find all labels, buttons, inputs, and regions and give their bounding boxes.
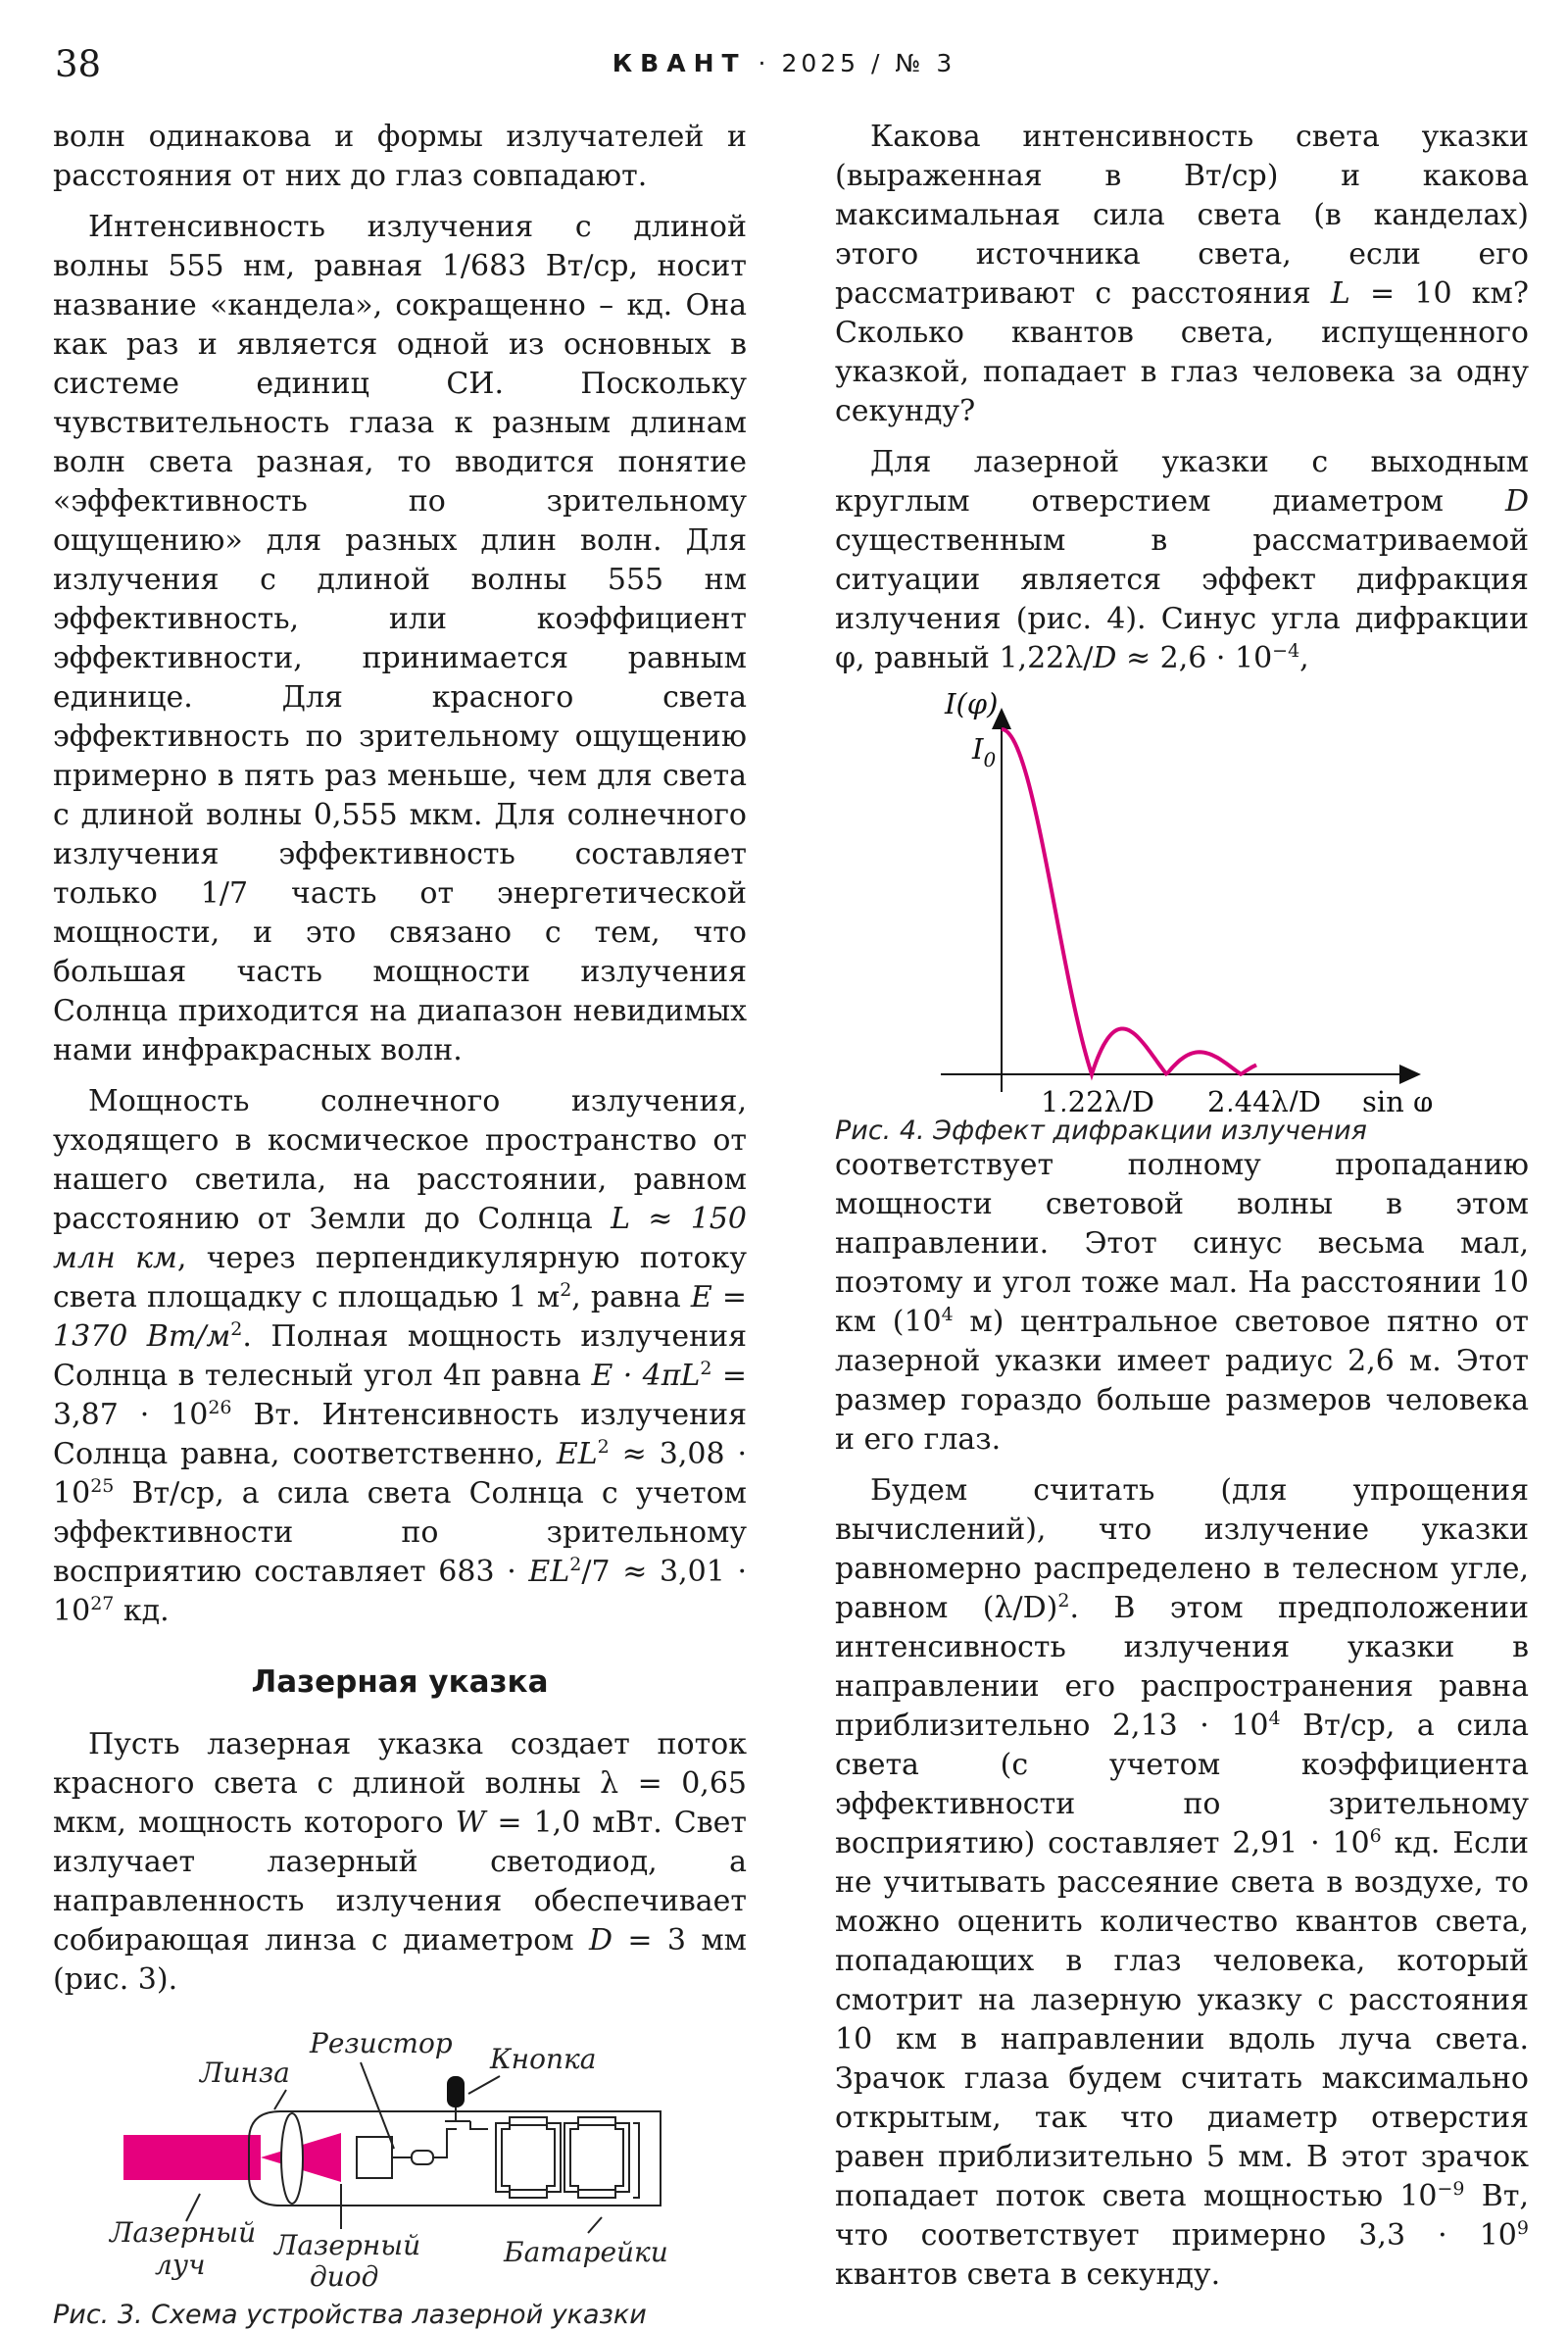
paragraph: Для лазерной указки с выходным круглым отверстием диаметром D существенным в рассматриваемой ситуации является эффект дифракция излучения (рис. 4). Синус угла дифракции φ, равный $1,22\lambda/D \approx 2,6 \cdot 10^{-4}$, (835, 445, 1529, 675)
laser-pointer-diagram (53, 2011, 747, 2296)
batteries (496, 2117, 639, 2198)
figure-4 (835, 690, 1529, 1146)
paragraph: соответствует полному пропаданию мощности световой волны в этом направлении. Этот синус весьма мал, поэтому и угол тоже мал. На расстоянии 10 км ($10^4$ м) центральное световое пятно от лазерной указки имеет радиус 2,6 м. Этот размер гораздо больше размеров человека и его глаз. (835, 1148, 1529, 1457)
issue-number: 2025 / № 3 (781, 49, 956, 77)
label-diode-1: Лазерный (274, 2229, 421, 2261)
i0-label: $I_0$ (972, 732, 997, 771)
x-axis-label: sin φ (1362, 1085, 1434, 1112)
y-axis-label: I(φ) (945, 690, 999, 720)
label-beam-1: Лазерный (110, 2216, 257, 2249)
tick-2: 2,44λ/D (1207, 1085, 1321, 1112)
label-diode-2: диод (310, 2260, 379, 2293)
section-title: Лазерная указка (251, 1664, 549, 1700)
label-batteries: Батарейки (504, 2236, 668, 2268)
figure-4-caption: Рис. 4. Эффект дифракции излучения (835, 1115, 1367, 1146)
label-button: Кнопка (490, 2043, 597, 2075)
label-lens: Линза (200, 2057, 290, 2089)
diffraction-plot (835, 690, 1529, 1112)
paragraph: Мощность солнечного излучения, уходящего в космическое пространство от нашего светила, на расстоянии, равном расстоянию от Земли до Солнца L ≈ 150 млн км, через перпендикулярную потоку света площадку с площадью 1 $м^2$, равна E = 1370 $Вт/м^2$. Полная мощность излучения Солнца в телесный угол 4π равна $E \cdot 4\pi L^2 = 3,87 \cdot 10^{26}$ Вт. Интенсивность излучения Солнца равна, соответственно, $EL^2 \approx 3,08 \cdot 10^{25}$ Вт/ср, а сила света Солнца с учетом эффективности по зрительному восприятию составляет $683 \cdot EL^2/7 \approx 3,01 \cdot 10^{27}$ кд. (53, 1084, 747, 1628)
header-separator: · (758, 49, 770, 77)
laser-beam (123, 2135, 261, 2180)
label-beam-2: луч (155, 2249, 206, 2281)
intensity-curve (1002, 729, 1256, 1074)
label-resistor: Резистор (310, 2027, 453, 2059)
page-header (0, 43, 1568, 92)
page-number: 38 (55, 43, 102, 85)
running-head (0, 49, 1568, 77)
lens-shape (281, 2113, 303, 2204)
figure-3 (53, 2011, 747, 2330)
journal-title: КВАНТ (612, 49, 747, 77)
paragraph: волн одинакова и формы излучателей и расстояния от них до глаз совпадают. (53, 120, 747, 193)
right-column (835, 118, 1529, 2306)
figure-3-caption: Рис. 3. Схема устройства лазерной указки (53, 2300, 647, 2330)
paragraph: Интенсивность излучения с длиной волны 555 нм, равная 1/683 Вт/ср, носит название «кандела», сокращенно – кд. Она как раз и является одной из основных в системе единиц СИ. Поскольку чувствительность глаза к разным длинам волн света разная, то вводится понятие «эффективность по зрительному ощущению» для разных длин волн. Для излучения с длиной волны 555 нм эффективность, или коэффициент эффективности, принимается равным единице. Для красного света эффективность по зрительному ощущению примерно в пять раз меньше, чем для света с длиной волны 0,555 мкм. Для солнечного излучения эффективность составляет только 1/7 часть от энергетической мощности, и это связано с тем, что большая часть мощности излучения Солнца приходится на диапазон невидимых нами инфракрасных волн. (53, 210, 747, 1067)
paragraph: Пусть лазерная указка создает поток красного света с длиной волны λ = 0,65 мкм, мощность которого W = 1,0 мВт. Свет излучает лазерный светодиод, а направленность излучения обеспечивает собирающая линза с диаметром D = 3 мм (рис. 3). (53, 1727, 747, 1997)
tick-1: 1,22λ/D (1041, 1085, 1154, 1112)
diode-box (357, 2137, 392, 2178)
paragraph: Какова интенсивность света указки (выраженная в Вт/ср) и какова максимальная сила света (в канделах) этого источника света, если его рассматривают с расстояния L = 10 км? Сколько квантов света, испущенного указкой, попадает в глаз человека за одну секунду? (835, 120, 1529, 428)
resistor (412, 2151, 433, 2164)
button-shape (447, 2076, 465, 2107)
left-column (53, 118, 747, 2330)
paragraph: Будем считать (для упрощения вычислений), что излучение указки равномерно распределено в телесном угле, равном $(\lambda/D)^2$. В этом предположении интенсивность излучения указки в направлении его распространения равна приблизительно $2,13 \cdot 10^4$ Вт/ср, а сила света (с учетом коэффициента эффективности по зрительному восприятию) составляет $2,91 \cdot 10^6$ кд. Если не учитывать рассеяние света в воздухе, то можно оценить количество квантов света, попадающих в глаз человека, который смотрит на лазерную указку с расстояния 10 км в направлении вдоль луча света. Зрачок глаза будем считать максимально открытым, так что диаметр отверстия равен приблизительно 5 мм. В этот зрачок попадает поток света мощностью $10^{-9}$ Вт, что соответствует примерно $3,3 \cdot 10^9$ квантов света в секунду. (835, 1473, 1530, 2292)
